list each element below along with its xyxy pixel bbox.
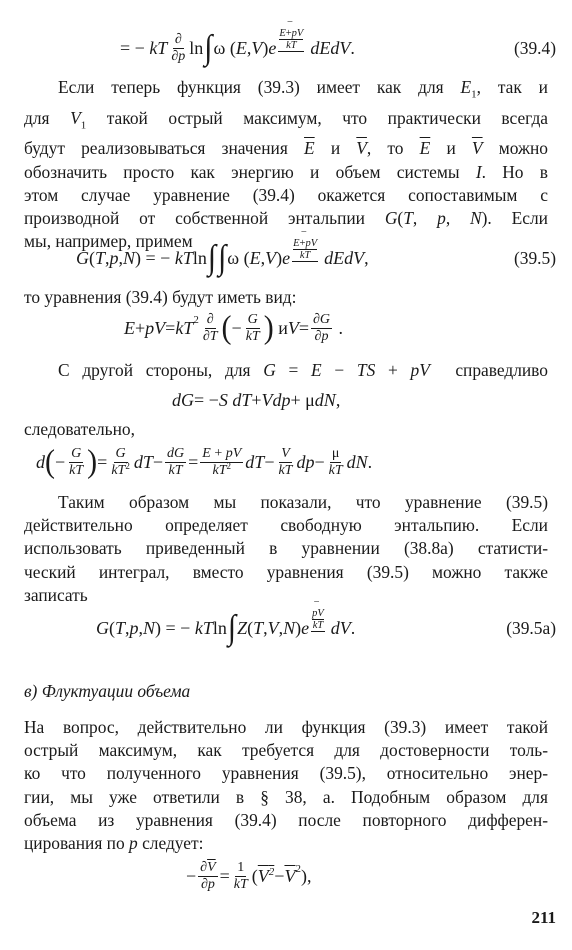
text-line: то уравнения (39.4) будут иметь вид:	[24, 287, 297, 307]
text-line: мы, например, примем	[24, 231, 193, 252]
text-line: использовать приведенный в уравнении (38.8а) статисти-	[24, 538, 548, 559]
paragraph-1	[24, 76, 548, 253]
equation-volume-fluctuation: − $\frac{\partial\overline{V}}{\partial p}$ = $\frac{1}{kT}$ ( $V^2$ − $\overline{V}$ 2 ),	[186, 859, 312, 892]
text-line: записать	[24, 584, 88, 605]
equation-39-5a: G ( T , p , N ) = − kT ln ∫ Z ( T , V , N ) e − pV kT dV . (39.5a)	[0, 606, 572, 650]
equation-number: (39.4)	[513, 37, 556, 58]
text-line: ко что полученного уравнения (39.5), относительно энер-	[24, 763, 548, 784]
section-heading: в) Флуктуации объема	[24, 681, 191, 701]
text-line: С другой стороны, для G = E − TS + pV справедливо	[58, 360, 548, 380]
text-line: следовательно,	[24, 419, 135, 439]
paragraph-4	[24, 418, 548, 441]
text-line: производной от собственной энтальпии G(T, p, N). Если	[24, 207, 548, 228]
page-number: 211	[531, 908, 556, 927]
text-line: этом случае уравнение (39.4) окажется сопоставимым с	[24, 184, 548, 205]
text-line: острый максимум, как требуется для достоверности толь-	[24, 740, 548, 761]
text-line: цирования по p следует:	[24, 833, 204, 854]
text-line: ческий интеграл, вместо уравнения (39.5) можно также	[24, 561, 548, 582]
equation-d-G-over-kT: d ( − $\frac{G}{kT}$ ) = $\frac{G}{kT^2}$ dT − $\frac{dG}{kT}$ = $\frac{E + pV}{kT^2}$ dT − $\frac{V}{kT}$ dp − $\frac{\mu}{kT}$ dN .	[36, 443, 373, 480]
text-line: объема из уравнения (39.4) после повторного дифферен-	[24, 809, 548, 830]
text-line: будут реализовываться значения $\overline{E}$ и $\overline{V}$, то $\overline{E}$ и $\overline{V}$ можно	[24, 138, 548, 159]
text-line: Если теперь функция (39.3) имеет как для $E_1$, так и	[58, 77, 548, 101]
paragraph-5	[24, 491, 548, 607]
text-line: для $V_1$ такой острый максимум, что практически всегда	[24, 107, 549, 132]
equation-39-4: = − kT $\frac{\partial}{\partial p}$ ln ∫ ω ( E , V ) e − E+pV kT dEdV . (39.4)	[0, 26, 572, 70]
equation-number: (39.5)	[513, 247, 556, 268]
text-line: Таким образом мы показали, что уравнение (39.5)	[58, 492, 548, 512]
text-line: обозначить просто как энергию и объем системы I. Но в	[24, 161, 548, 182]
paragraph-6	[24, 716, 548, 855]
text-line: действительно определяет свободную энтальпию. Если	[24, 515, 548, 536]
text-line: На вопрос, действительно ли функция (39.3) имеет такой	[24, 717, 548, 737]
equation-39-5: G ( T , p , N ) = − kT ln ∫ ∫ ω ( E , V ) e − E+pV kT dEdV , (39.5)	[0, 236, 572, 280]
equation-enthalpy-derivatives: E + pV = kT 2 $\frac{\partial}{\partial T}$ ( − $\frac{G}{kT}$ ) и V = $\frac{\partial G}{\partial p}$ .	[124, 309, 344, 346]
equation-dG: dG = − S dT + Vdp + μ dN ,	[172, 389, 341, 410]
equation-number: (39.5a)	[506, 617, 556, 638]
text-line: гии, мы уже ответили в § 38, а. Подобным образом для	[24, 786, 548, 807]
